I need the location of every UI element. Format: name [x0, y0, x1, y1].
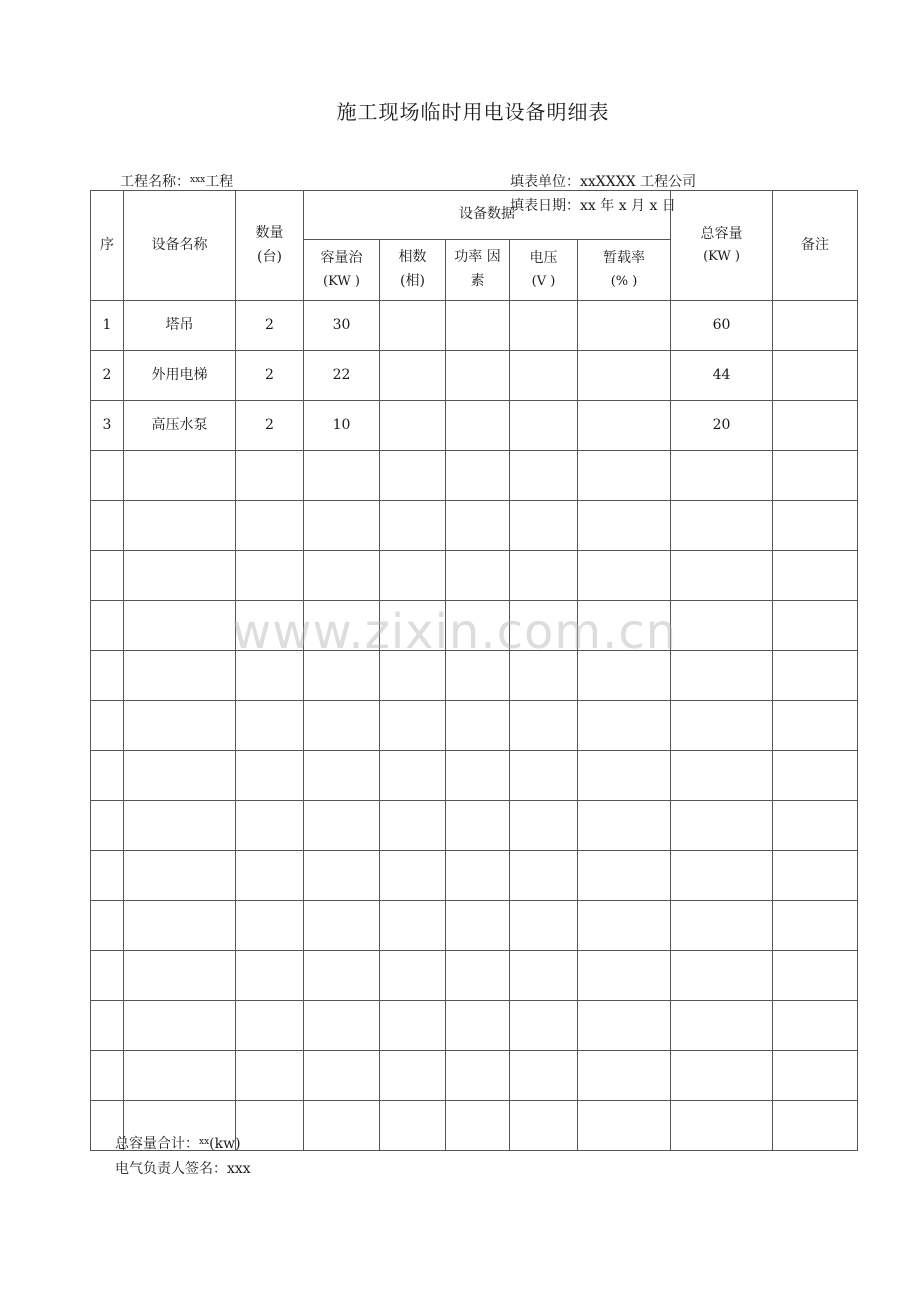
- phase-cell: [380, 801, 446, 851]
- power-factor-cell: [446, 651, 510, 701]
- device-name-cell: [124, 851, 236, 901]
- total-capacity-cell: [671, 901, 773, 951]
- phase-cell: [380, 901, 446, 951]
- load-rate-cell: [578, 351, 671, 401]
- capacity-cell: [304, 751, 380, 801]
- phase-cell: [380, 301, 446, 351]
- total-capacity-cell: [671, 951, 773, 1001]
- phase-cell: [380, 1051, 446, 1101]
- watermark: www.zixin.com.cn: [232, 604, 678, 660]
- load-rate-cell: [578, 301, 671, 351]
- seq-cell: [91, 601, 124, 651]
- table-row: [91, 301, 858, 351]
- remark-cell: [773, 701, 858, 751]
- voltage-cell: [510, 451, 578, 501]
- capacity-cell: 22: [304, 351, 380, 401]
- phase-cell: [380, 601, 446, 651]
- table-row: [91, 601, 858, 651]
- table-row: [91, 451, 858, 501]
- phase-cell: [380, 701, 446, 751]
- device-name-cell: [124, 751, 236, 801]
- power-factor-cell: [446, 601, 510, 651]
- phase-cell: [380, 401, 446, 451]
- header-capacity-label: 容量治: [320, 250, 363, 267]
- phase-cell: [380, 951, 446, 1001]
- capacity-cell: [304, 901, 380, 951]
- total-sum-unit: (kw): [209, 1136, 241, 1152]
- load-rate-cell: [578, 501, 671, 551]
- voltage-cell: [510, 701, 578, 751]
- table-body: [91, 301, 858, 1151]
- seq-cell: [91, 501, 124, 551]
- power-factor-cell: [446, 951, 510, 1001]
- table-row: [91, 901, 858, 951]
- power-factor-cell: [446, 1001, 510, 1051]
- load-rate-cell: [578, 651, 671, 701]
- seq-cell: [91, 801, 124, 851]
- phase-cell: [380, 651, 446, 701]
- header-total-capacity-label: 总容量: [700, 225, 743, 242]
- remark-cell: [773, 1001, 858, 1051]
- seq-cell: [91, 951, 124, 1001]
- phase-cell: [380, 551, 446, 601]
- remark-cell: [773, 801, 858, 851]
- phase-cell: [380, 501, 446, 551]
- load-rate-cell: [578, 901, 671, 951]
- header-total-capacity: [671, 191, 773, 301]
- voltage-cell: [510, 951, 578, 1001]
- header-capacity-unit: (KW ): [323, 273, 360, 289]
- table-row: [91, 951, 858, 1001]
- device-name-cell: [124, 951, 236, 1001]
- total-capacity-cell: [671, 551, 773, 601]
- voltage-cell: [510, 1001, 578, 1051]
- seq-cell: [91, 1051, 124, 1101]
- header-quantity-label: 数量: [255, 224, 284, 241]
- quantity-cell: [236, 551, 304, 601]
- seq-cell: [91, 901, 124, 951]
- table-row: [91, 751, 858, 801]
- quantity-cell: [236, 601, 304, 651]
- header-device-name: 设备名称: [124, 191, 236, 301]
- quantity-cell: [236, 1051, 304, 1101]
- total-capacity-cell: [671, 851, 773, 901]
- load-rate-cell: [578, 451, 671, 501]
- fill-unit: 填表单位：xxXXXX 工程公司: [510, 174, 697, 190]
- total-capacity-cell: [671, 451, 773, 501]
- total-capacity-cell: 44: [671, 351, 773, 401]
- seq-cell: [91, 851, 124, 901]
- quantity-cell: [236, 451, 304, 501]
- header-quantity-unit: (台): [257, 248, 282, 265]
- phase-cell: [380, 351, 446, 401]
- header-row-1: [91, 191, 858, 240]
- table-row: [91, 1001, 858, 1051]
- seq-cell: 3: [91, 401, 124, 451]
- total-capacity-cell: [671, 501, 773, 551]
- seq-cell: [91, 551, 124, 601]
- phase-cell: [380, 751, 446, 801]
- quantity-cell: [236, 901, 304, 951]
- device-name-cell: [124, 601, 236, 651]
- header-phase: [380, 240, 446, 301]
- power-factor-cell: [446, 701, 510, 751]
- quantity-cell: [236, 701, 304, 751]
- quantity-cell: [236, 951, 304, 1001]
- device-name-cell: [124, 901, 236, 951]
- power-factor-cell: [446, 1101, 510, 1151]
- power-factor-cell: [446, 401, 510, 451]
- remark-cell: [773, 301, 858, 351]
- total-sum-label: 总容量合计：: [115, 1136, 199, 1152]
- project-name: [120, 171, 233, 191]
- header-load-rate: [578, 240, 671, 301]
- remark-cell: [773, 1051, 858, 1101]
- table-row: [91, 551, 858, 601]
- quantity-cell: [236, 801, 304, 851]
- power-factor-cell: [446, 551, 510, 601]
- voltage-cell: [510, 851, 578, 901]
- quantity-cell: [236, 651, 304, 701]
- table-row: [91, 351, 858, 401]
- fill-date: 填表日期：xx 年 x 月 x 日: [510, 198, 676, 214]
- remark-cell: [773, 351, 858, 401]
- remark-cell: [773, 401, 858, 451]
- page-title: 施工现场临时用电设备明细表: [336, 100, 610, 124]
- table-row: [91, 701, 858, 751]
- power-factor-cell: [446, 751, 510, 801]
- power-factor-cell: [446, 801, 510, 851]
- phase-cell: [380, 451, 446, 501]
- header-phase-unit: (相): [400, 273, 425, 289]
- header-power-factor-label-2: 素: [470, 273, 485, 289]
- header-capacity: [304, 240, 380, 301]
- capacity-cell: [304, 1101, 380, 1151]
- capacity-cell: [304, 701, 380, 751]
- project-label: 工程名称：: [120, 174, 190, 190]
- header-voltage: [510, 240, 578, 301]
- header-device-data: 设备数据: [304, 191, 671, 240]
- power-factor-cell: [446, 351, 510, 401]
- voltage-cell: [510, 401, 578, 451]
- capacity-cell: [304, 601, 380, 651]
- table-row: [91, 851, 858, 901]
- power-factor-cell: [446, 301, 510, 351]
- project-value-small: xxx: [190, 175, 206, 185]
- header-seq: 序: [91, 191, 124, 301]
- seq-cell: [91, 751, 124, 801]
- header-voltage-label: 电压: [529, 250, 558, 267]
- remark-cell: [773, 1101, 858, 1151]
- device-name-cell: [124, 651, 236, 701]
- power-factor-cell: [446, 451, 510, 501]
- seq-cell: [91, 451, 124, 501]
- load-rate-cell: [578, 551, 671, 601]
- capacity-cell: [304, 851, 380, 901]
- voltage-cell: [510, 901, 578, 951]
- seq-cell: [91, 651, 124, 701]
- total-capacity-cell: [671, 1001, 773, 1051]
- electrical-signer: [115, 1158, 251, 1178]
- total-capacity-cell: [671, 701, 773, 751]
- phase-cell: [380, 1001, 446, 1051]
- total-capacity-cell: [671, 1051, 773, 1101]
- total-capacity-cell: [671, 601, 773, 651]
- device-name-cell: [124, 551, 236, 601]
- remark-cell: [773, 951, 858, 1001]
- seq-cell: 2: [91, 351, 124, 401]
- capacity-cell: [304, 551, 380, 601]
- seq-cell: 1: [91, 301, 124, 351]
- capacity-cell: [304, 651, 380, 701]
- table-row: [91, 1051, 858, 1101]
- voltage-cell: [510, 751, 578, 801]
- quantity-cell: [236, 1001, 304, 1051]
- device-name-cell: [124, 1051, 236, 1101]
- header-power-factor-label: 功率 因: [454, 249, 501, 266]
- capacity-cell: [304, 451, 380, 501]
- phase-cell: [380, 851, 446, 901]
- voltage-cell: [510, 301, 578, 351]
- header-quantity: [236, 191, 304, 301]
- quantity-cell: [236, 751, 304, 801]
- header-power-factor: [446, 240, 510, 301]
- device-name-cell: 塔吊: [124, 301, 236, 351]
- total-capacity-cell: 60: [671, 301, 773, 351]
- load-rate-cell: [578, 401, 671, 451]
- voltage-cell: [510, 601, 578, 651]
- remark-cell: [773, 651, 858, 701]
- capacity-cell: [304, 1001, 380, 1051]
- table-row: [91, 801, 858, 851]
- device-name-cell: 高压水泵: [124, 401, 236, 451]
- voltage-cell: [510, 1101, 578, 1151]
- capacity-cell: [304, 1051, 380, 1101]
- device-name-cell: [124, 801, 236, 851]
- table-row: [91, 501, 858, 551]
- header-phase-label: 相数: [398, 249, 427, 266]
- quantity-cell: 2: [236, 401, 304, 451]
- load-rate-cell: [578, 751, 671, 801]
- seq-cell: [91, 1001, 124, 1051]
- load-rate-cell: [578, 1101, 671, 1151]
- device-name-cell: [124, 1001, 236, 1051]
- voltage-cell: [510, 501, 578, 551]
- header-load-rate-unit: (% ): [610, 273, 638, 289]
- voltage-cell: [510, 1051, 578, 1101]
- capacity-cell: [304, 951, 380, 1001]
- capacity-cell: [304, 801, 380, 851]
- total-sum-small: xx: [199, 1137, 210, 1147]
- voltage-cell: [510, 651, 578, 701]
- voltage-cell: [510, 351, 578, 401]
- header-remarks: 备注: [773, 191, 858, 301]
- remark-cell: [773, 601, 858, 651]
- remark-cell: [773, 751, 858, 801]
- load-rate-cell: [578, 801, 671, 851]
- total-capacity-cell: [671, 651, 773, 701]
- power-factor-cell: [446, 501, 510, 551]
- table-row: [91, 401, 858, 451]
- total-capacity-cell: [671, 1101, 773, 1151]
- table-row: [91, 651, 858, 701]
- capacity-cell: [304, 501, 380, 551]
- remark-cell: [773, 551, 858, 601]
- seq-cell: [91, 701, 124, 751]
- load-rate-cell: [578, 1001, 671, 1051]
- voltage-cell: [510, 551, 578, 601]
- header-load-rate-label: 暂载率: [603, 250, 646, 267]
- quantity-cell: [236, 501, 304, 551]
- device-name-cell: [124, 501, 236, 551]
- remark-cell: [773, 501, 858, 551]
- phase-cell: [380, 1101, 446, 1151]
- project-value: 工程: [205, 174, 234, 190]
- total-capacity-sum: [115, 1133, 241, 1153]
- quantity-cell: 2: [236, 351, 304, 401]
- total-capacity-cell: [671, 751, 773, 801]
- quantity-cell: [236, 851, 304, 901]
- power-factor-cell: [446, 851, 510, 901]
- signer-value: xxx: [227, 1161, 251, 1177]
- power-factor-cell: [446, 1051, 510, 1101]
- capacity-cell: 10: [304, 401, 380, 451]
- load-rate-cell: [578, 1051, 671, 1101]
- equipment-table: [90, 190, 858, 1151]
- device-name-cell: [124, 451, 236, 501]
- signer-label: 电气负责人签名：: [115, 1161, 227, 1177]
- remark-cell: [773, 451, 858, 501]
- load-rate-cell: [578, 701, 671, 751]
- device-name-cell: 外用电梯: [124, 351, 236, 401]
- load-rate-cell: [578, 951, 671, 1001]
- load-rate-cell: [578, 851, 671, 901]
- capacity-cell: 30: [304, 301, 380, 351]
- load-rate-cell: [578, 601, 671, 651]
- header-total-capacity-unit: (KW ): [703, 249, 740, 265]
- power-factor-cell: [446, 901, 510, 951]
- quantity-cell: 2: [236, 301, 304, 351]
- remark-cell: [773, 901, 858, 951]
- total-capacity-cell: [671, 801, 773, 851]
- quantity-cell: [236, 1101, 304, 1151]
- device-name-cell: [124, 701, 236, 751]
- header-voltage-unit: (V ): [531, 273, 556, 289]
- voltage-cell: [510, 801, 578, 851]
- total-capacity-cell: 20: [671, 401, 773, 451]
- remark-cell: [773, 851, 858, 901]
